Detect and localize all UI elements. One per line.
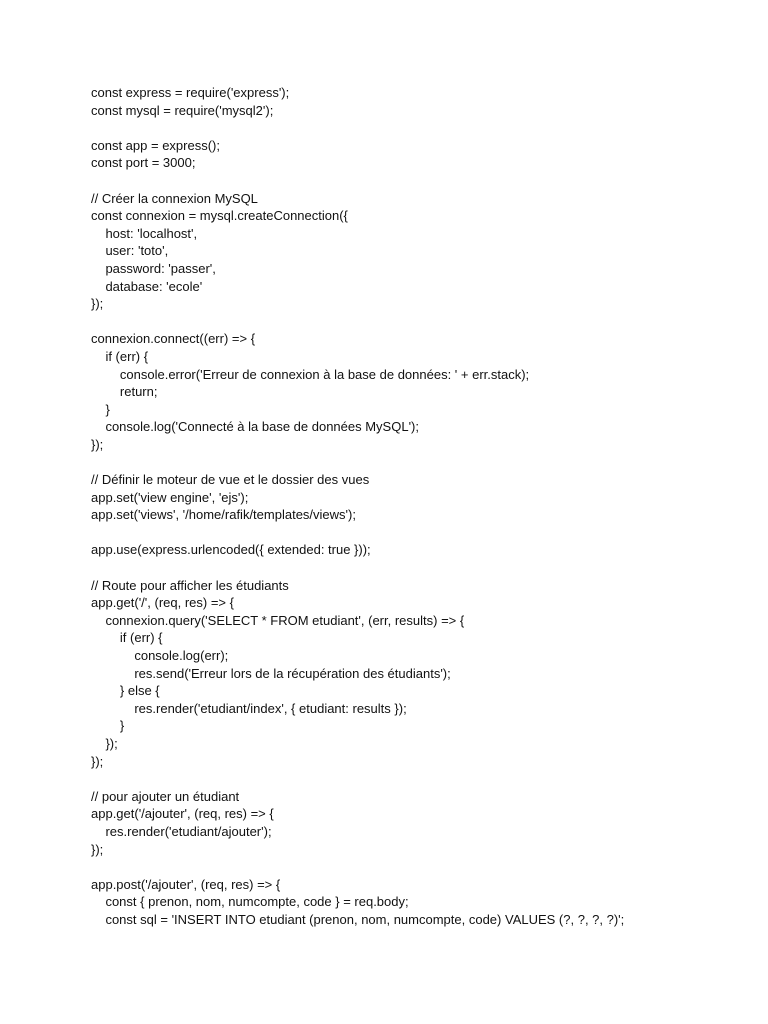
code-line: const mysql = require('mysql2'); — [91, 102, 274, 118]
code-line: }); — [91, 296, 104, 312]
code-line: database: 'ecole' — [91, 278, 203, 294]
code-line — [91, 559, 731, 577]
code-line: connexion.query('SELECT * FROM etudiant', (err, results) => { — [91, 612, 465, 628]
code-line: return; — [91, 384, 158, 400]
code-line: res.render('etudiant/ajouter'); — [91, 823, 272, 839]
code-line — [91, 770, 731, 788]
code-line: app.use(express.urlencoded({ extended: true })); — [91, 542, 371, 558]
code-line: host: 'localhost', — [91, 225, 198, 241]
code-line: user: 'toto', — [91, 243, 169, 259]
code-line: app.set('view engine', 'ejs'); — [91, 489, 249, 505]
code-line: } else { — [91, 683, 160, 699]
code-line — [91, 313, 731, 331]
code-line: app.get('/', (req, res) => { — [91, 595, 234, 611]
code-line: app.get('/ajouter', (req, res) => { — [91, 806, 274, 822]
code-line: res.send('Erreur lors de la récupération des étudiants'); — [91, 665, 451, 681]
code-line: }); — [91, 841, 104, 857]
code-line: app.set('views', '/home/rafik/templates/views'); — [91, 507, 356, 523]
code-line: res.render('etudiant/index', { etudiant: results }); — [91, 700, 407, 716]
code-line: const express = require('express'); — [91, 85, 290, 100]
code-comment: // Route pour afficher les étudiants — [91, 577, 289, 593]
code-line: const app = express(); — [91, 137, 220, 153]
code-line — [91, 172, 731, 190]
code-line: password: 'passer', — [91, 260, 216, 276]
code-line: app.post('/ajouter', (req, res) => { — [91, 876, 281, 892]
code-line — [91, 119, 731, 137]
code-line: }); — [91, 436, 104, 452]
code-line: }); — [91, 735, 118, 751]
code-listing — [91, 84, 731, 929]
code-line: console.log('Connecté à la base de données MySQL'); — [91, 419, 419, 435]
code-comment: // Définir le moteur de vue et le dossier des vues — [91, 472, 370, 488]
code-line: const port = 3000; — [91, 155, 196, 171]
code-comment: // pour ajouter un étudiant — [91, 788, 240, 804]
code-line: console.log(err); — [91, 648, 229, 663]
code-comment: // Créer la connexion MySQL — [91, 190, 258, 206]
code-line: if (err) { — [91, 630, 163, 646]
code-line: } — [91, 718, 125, 734]
code-line: console.error('Erreur de connexion à la base de données: ' + err.stack); — [91, 366, 530, 382]
code-line: }); — [91, 753, 104, 769]
code-line: const sql = 'INSERT INTO etudiant (prenon, nom, numcompte, code) VALUES (?, ?, ?, ?)'; — [91, 911, 625, 927]
code-line — [91, 524, 731, 542]
code-line: const connexion = mysql.createConnection({ — [91, 208, 348, 224]
code-line: const { prenon, nom, numcompte, code } = req.body; — [91, 894, 409, 910]
code-line: connexion.connect((err) => { — [91, 331, 256, 347]
code-line — [91, 858, 731, 876]
code-line: } — [91, 401, 110, 417]
code-line: if (err) { — [91, 348, 149, 364]
code-line — [91, 453, 731, 471]
